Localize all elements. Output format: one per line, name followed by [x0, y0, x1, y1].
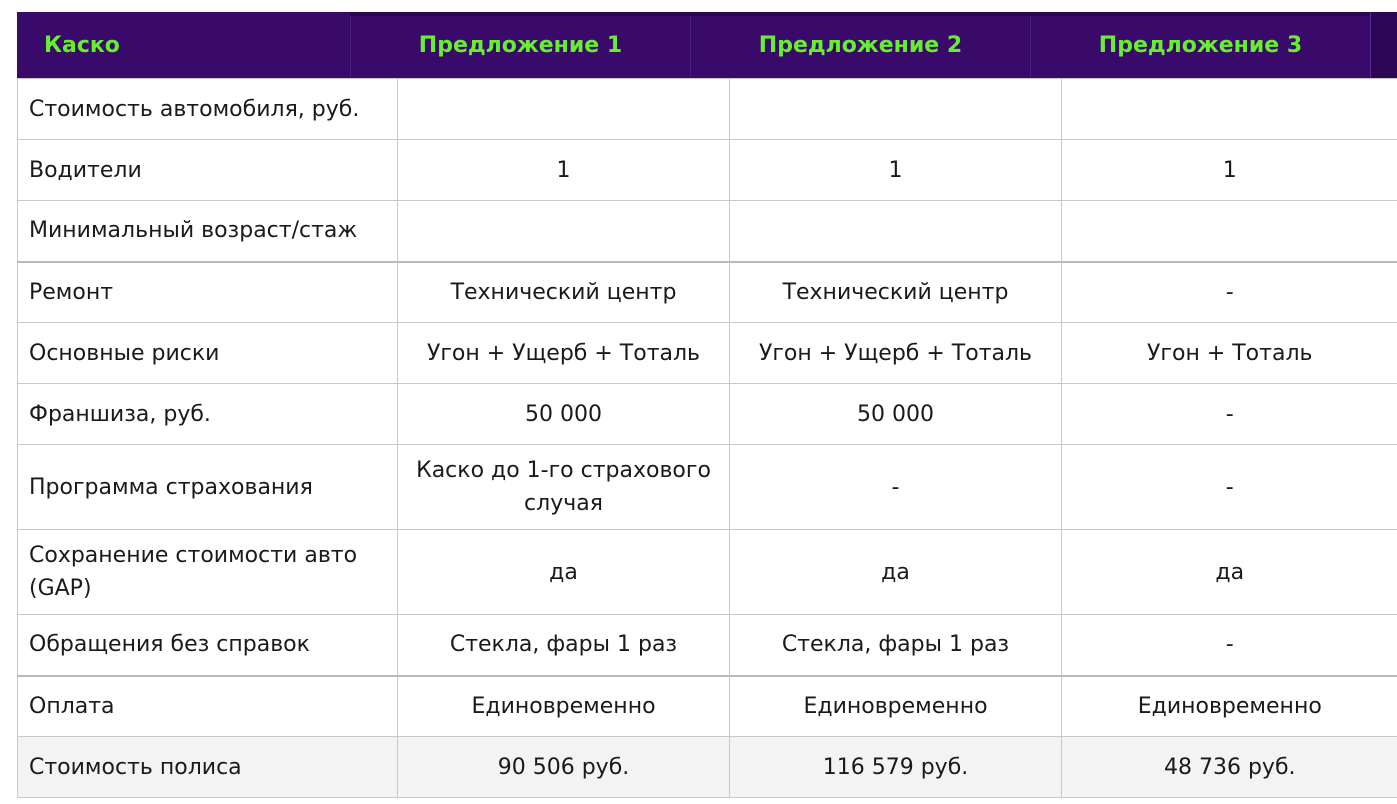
table-row	[18, 140, 1397, 201]
comparison-table	[17, 78, 1397, 798]
row-label: Программа страхования	[18, 445, 398, 530]
table-row	[18, 262, 1397, 323]
row-label: Оплата	[18, 676, 398, 737]
kasko-comparison	[17, 12, 1397, 798]
row-label: Минимальный возраст/стаж	[18, 201, 398, 262]
cell-offer-1: 1	[398, 140, 730, 201]
header-tab-shade	[690, 12, 1030, 16]
cell-offer-1: Единовременно	[398, 676, 730, 737]
cell-offer-1: Каско до 1-го страхового случая	[398, 445, 730, 530]
cell-offer-1	[398, 79, 730, 140]
cell-offer-3: да	[1062, 530, 1397, 615]
cell-offer-2	[730, 79, 1062, 140]
cell-offer-1: Угон + Ущерб + Тоталь	[398, 323, 730, 384]
cell-offer-2: Технический центр	[730, 262, 1062, 323]
header-tab-shade	[1030, 12, 1370, 16]
cell-offer-1: 90 506 руб.	[398, 737, 730, 798]
cell-offer-3: -	[1062, 384, 1397, 445]
row-label: Обращения без справок	[18, 615, 398, 676]
table-row	[18, 615, 1397, 676]
cell-offer-3: 1	[1062, 140, 1397, 201]
cell-offer-1: Стекла, фары 1 раз	[398, 615, 730, 676]
header-offer-1: Предложение 1	[350, 12, 690, 78]
cell-offer-1: 50 000	[398, 384, 730, 445]
table-row	[18, 79, 1397, 140]
header-edge	[1370, 12, 1397, 78]
header-offer-3: Предложение 3	[1030, 12, 1370, 78]
cell-offer-3	[1062, 79, 1397, 140]
cell-offer-1: да	[398, 530, 730, 615]
cell-offer-2: да	[730, 530, 1062, 615]
table-row	[18, 201, 1397, 262]
cell-offer-3: 48 736 руб.	[1062, 737, 1397, 798]
cell-offer-2: Стекла, фары 1 раз	[730, 615, 1062, 676]
cell-offer-2: Угон + Ущерб + Тоталь	[730, 323, 1062, 384]
row-label: Ремонт	[18, 262, 398, 323]
cell-offer-1: Технический центр	[398, 262, 730, 323]
row-label: Франшиза, руб.	[18, 384, 398, 445]
header-offer-2: Предложение 2	[690, 12, 1030, 78]
table-header	[17, 12, 1397, 78]
row-label: Водители	[18, 140, 398, 201]
cell-offer-3	[1062, 201, 1397, 262]
row-label: Основные риски	[18, 323, 398, 384]
header-title: Каско	[44, 32, 120, 58]
cell-offer-3: -	[1062, 445, 1397, 530]
cell-offer-2: 116 579 руб.	[730, 737, 1062, 798]
cell-offer-3: Угон + Тоталь	[1062, 323, 1397, 384]
table-row	[18, 530, 1397, 615]
cell-offer-2: -	[730, 445, 1062, 530]
cell-offer-2: 1	[730, 140, 1062, 201]
row-label: Стоимость полиса	[18, 737, 398, 798]
cell-offer-1	[398, 201, 730, 262]
table-row	[18, 676, 1397, 737]
cell-offer-3: -	[1062, 615, 1397, 676]
row-label: Сохранение стоимости авто (GAP)	[18, 530, 398, 615]
table-row	[18, 323, 1397, 384]
cell-offer-3: Единовременно	[1062, 676, 1397, 737]
row-label: Стоимость автомобиля, руб.	[18, 79, 398, 140]
cell-offer-3: -	[1062, 262, 1397, 323]
table-row	[18, 384, 1397, 445]
header-tab-shade	[350, 12, 690, 16]
cell-offer-2: 50 000	[730, 384, 1062, 445]
cell-offer-2	[730, 201, 1062, 262]
cell-offer-2: Единовременно	[730, 676, 1062, 737]
table-row	[18, 445, 1397, 530]
table-row-total	[18, 737, 1397, 798]
